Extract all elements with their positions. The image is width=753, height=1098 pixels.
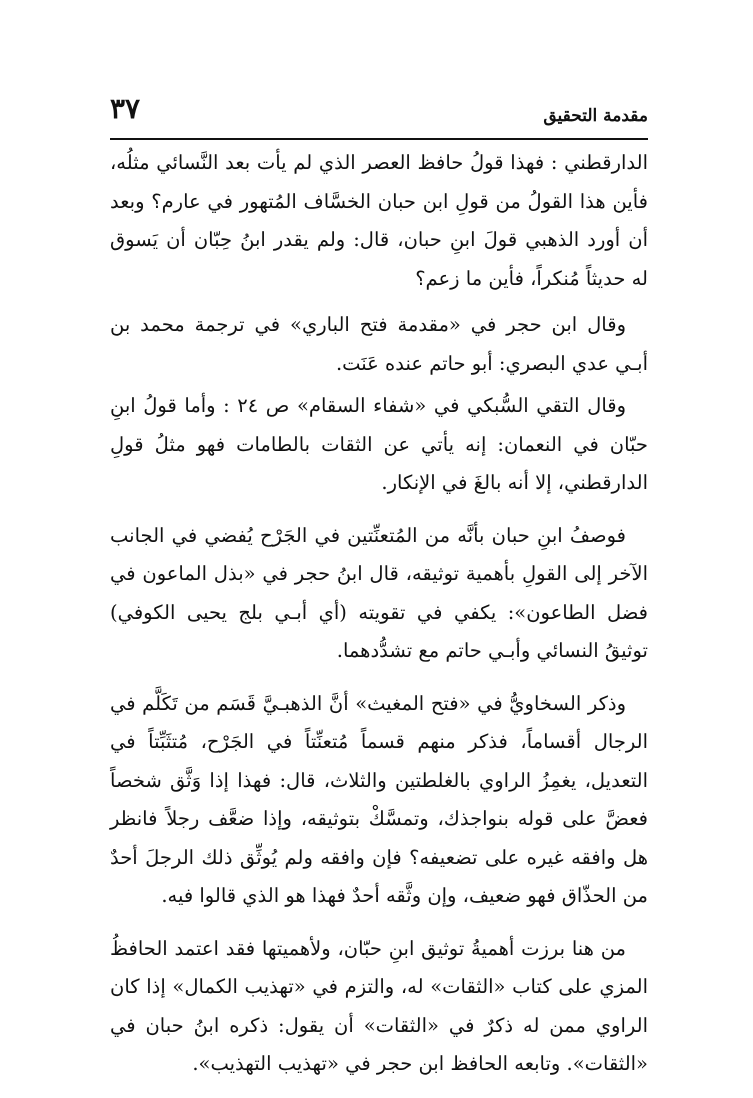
paragraph-6: من هنا برزت أهميةُ توثيق ابنِ حبّان، ولأهميتها فقد اعتمد الحافظُ المزي على كتاب «الثقات» له، والتزم في «تهذيب الكمال» إذا كان الراوي ممن له ذكرٌ في «الثقات» أن يقول: ذكره ابنُ حبان في «الثقات». وتابعه الحافظ ابن حجر في «تهذيب التهذيب». (110, 936, 648, 1075)
body-text (110, 144, 648, 1084)
page-number: ٣٧ (110, 92, 141, 125)
paragraph-3: وقال التقي السُّبكي في «شفاء السقام» ص ٢٤ : وأما قولُ ابنِ حبّان في النعمان: إنه يأتي عن الثقات بالطامات فهو مثلُ قولِ الدارقطني، إلا أنه بالغَ في الإنكار. (110, 394, 648, 494)
paragraph-5: وذكر السخاويُّ في «فتح المغيث» أنَّ الذهبـيَّ قَسَم من تَكَلَّم في الرجال أقساماً، فذكر منهم قسماً مُتعنِّتاً في الجَرْح، مُتثَبِّتاً في التعديل، يغمِزُ الراوي بالغلطتين والثلاث، قال: فهذا إذا وَثَّق شخصاً فعضَّ على قوله بنواجذك، وتمسَّكْ بتوثيقه، وإذا ضعَّف رجلاً فانظر هل وافقه غيره على تضعيفه؟ فإن وافقه ولم يُوثِّق ذلك الرجلَ أحدٌ من الحذّاق فهو ضعيف، وإن وثَّقه أحدٌ فهذا هو الذي قالوا فيه. (110, 691, 648, 907)
running-title: مقدمة التحقيق (543, 106, 648, 126)
page-header (110, 92, 648, 136)
paragraph-2: وقال ابن حجر في «مقدمة فتح الباري» في ترجمة محمد بن أبـي عدي البصري: أبو حاتم عنده عَنَت. (110, 313, 648, 375)
paragraph-1: الدارقطني : فهذا قولُ حافظ العصر الذي لم يأت بعد النَّسائي مثلُه، فأين هذا القولُ من قولِ ابن حبان الخسَّاف المُتهور في عارم؟ وبعد أن أورد الذهبي قولَ ابنِ حبان، قال: ولم يقدر ابنُ حِبّان أن يَسوق له حديثاً مُنكراً، فأين ما زعم؟ (110, 151, 648, 290)
paragraph-4: فوصفُ ابنِ حبان بأنَّه من المُتعنِّتين في الجَرْح يُفضي في الجانب الآخر إلى القولِ بأهمية توثيقه، قال ابنُ حجر في «بذل الماعون في فضل الطاعون»: يكفي في تقويته (أي أبـي بلج يحيى الكوفي) توثيقُ النسائي وأبـي حاتم مع تشدُّدهما. (110, 523, 648, 662)
header-divider (110, 138, 648, 140)
